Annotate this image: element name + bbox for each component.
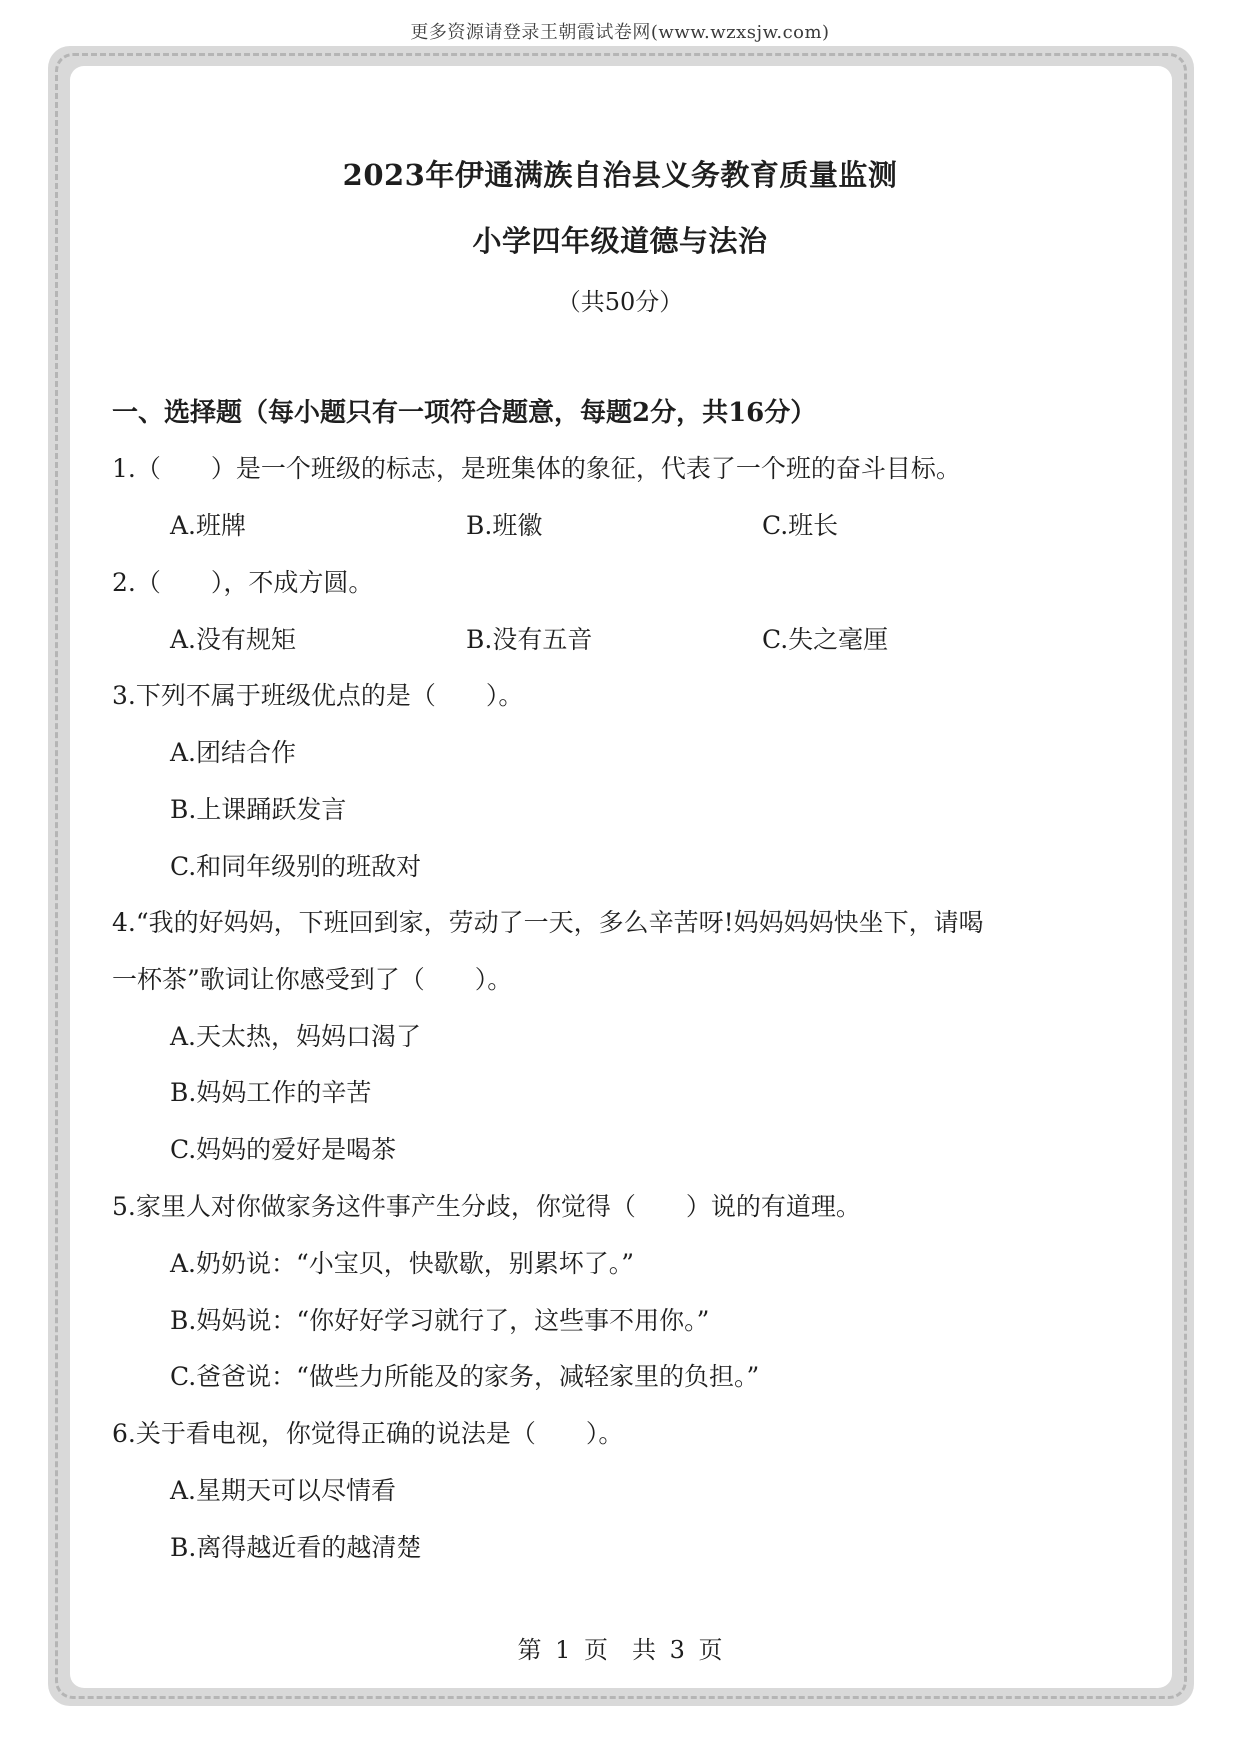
question-1-option-c: C.班长	[762, 511, 839, 540]
question-4-option-c: C.妈妈的爱好是喝茶	[170, 1135, 397, 1164]
question-2-option-a: A.没有规矩	[170, 625, 297, 654]
question-2-option-b: B.没有五音	[466, 625, 593, 654]
question-6-stem: 6.关于看电视，你觉得正确的说法是（ ）。	[112, 1419, 624, 1448]
exam-subject: 小学四年级道德与法治	[472, 224, 768, 258]
question-5-option-b: B.妈妈说：“你好好学习就行了，这些事不用你。”	[170, 1306, 710, 1335]
question-5-stem: 5.家里人对你做家务这件事产生分歧，你觉得（ ）说的有道理。	[112, 1192, 861, 1221]
question-5-option-c: C.爸爸说：“做些力所能及的家务，减轻家里的负担。”	[170, 1362, 760, 1391]
question-2-option-c: C.失之毫厘	[762, 625, 889, 654]
question-4-stem-line2: 一杯茶”歌词让你感受到了（ ）。	[112, 965, 513, 994]
top-note: 更多资源请登录王朝霞试卷网(www.wzxsjw.com)	[410, 22, 830, 43]
question-6-option-a: A.星期天可以尽情看	[170, 1476, 397, 1505]
question-3-option-b: B.上课踊跃发言	[170, 795, 347, 824]
question-3-option-c: C.和同年级别的班敌对	[170, 852, 422, 881]
question-2-stem: 2.（ ），不成方圆。	[112, 568, 374, 597]
question-4-option-b: B.妈妈工作的辛苦	[170, 1078, 372, 1107]
question-1-option-a: A.班牌	[170, 511, 247, 540]
question-4-option-a: A.天太热，妈妈口渴了	[170, 1022, 422, 1051]
question-3-stem: 3.下列不属于班级优点的是（ ）。	[112, 681, 524, 710]
section-heading: 一、选择题（每小题只有一项符合题意，每题2分，共16分）	[112, 398, 817, 428]
page-number: 第 1 页 共 3 页	[517, 1636, 723, 1664]
question-1-stem: 1.（ ）是一个班级的标志，是班集体的象征，代表了一个班的奋斗目标。	[112, 454, 961, 483]
question-4-stem-line1: 4.“我的好妈妈，下班回到家，劳动了一天，多么辛苦呀!妈妈妈妈快坐下，请喝	[112, 908, 984, 937]
question-3-option-a: A.团结合作	[170, 738, 297, 767]
question-6-option-b: B.离得越近看的越清楚	[170, 1533, 422, 1562]
question-5-option-a: A.奶奶说：“小宝贝，快歇歇，别累坏了。”	[170, 1249, 635, 1278]
exam-total-score: （共50分）	[556, 288, 684, 316]
question-1-option-b: B.班徽	[466, 511, 543, 540]
exam-title: 2023年伊通满族自治县义务教育质量监测	[342, 158, 898, 192]
